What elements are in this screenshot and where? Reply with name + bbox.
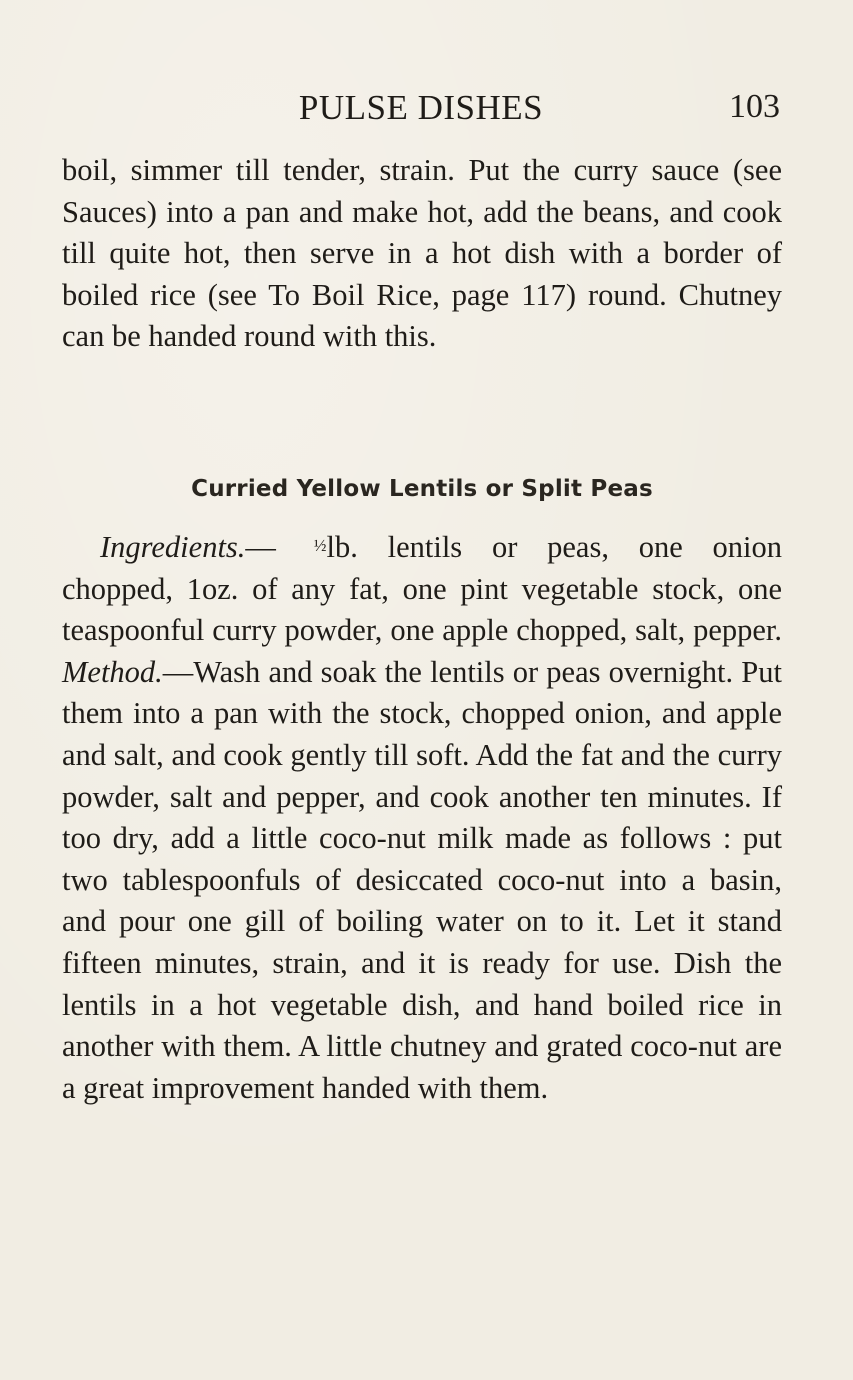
- page-number: 103: [729, 88, 780, 125]
- running-title: PULSE DISHES: [298, 88, 544, 127]
- recipe-title: Curried Yellow Lentils or Split Peas: [191, 476, 653, 502]
- method-label: Method.: [62, 654, 163, 689]
- method-text: Wash and soak the lentils or peas overnight. Put them into a pan with the stock, chopped onion, and apple and salt, and cook gently till soft. Add the fat and the curry powder, salt and pepper, and cook another ten minutes. If too dry, add a little coco-nut milk made as follows : put two tablespoonfuls of desiccated coco-nut into a basin, and pour one gill of boiling water on to it. Let it stand fifteen minutes, strain, and it is ready for use. Dish the lentils in a hot vegetable dish, and hand boiled rice in another with them. A little chutney and grated coco-nut are a great improvement handed with them.: [62, 654, 782, 1105]
- fraction: ½: [313, 536, 327, 556]
- dash: —: [162, 654, 194, 689]
- ingredients-text: lb. lentils or peas, one onion chopped, 1oz. of any fat, one pint vegetable stock, one teaspoonful curry powder, one apple chopped, salt, pepper.: [62, 530, 782, 648]
- dash: —: [245, 530, 276, 564]
- recipe-paragraph: [62, 527, 782, 1109]
- page-header: [62, 88, 780, 134]
- ingredients-label: Ingredients.: [100, 530, 246, 564]
- continued-paragraph: boil, simmer till tender, strain. Put the curry sauce (see Sauces) into a pan and make hot, add the beans, and cook till quite hot, then serve in a hot dish with a border of boiled rice (see To Boil Rice, page 117) round. Chutney can be handed round with this.: [62, 153, 782, 354]
